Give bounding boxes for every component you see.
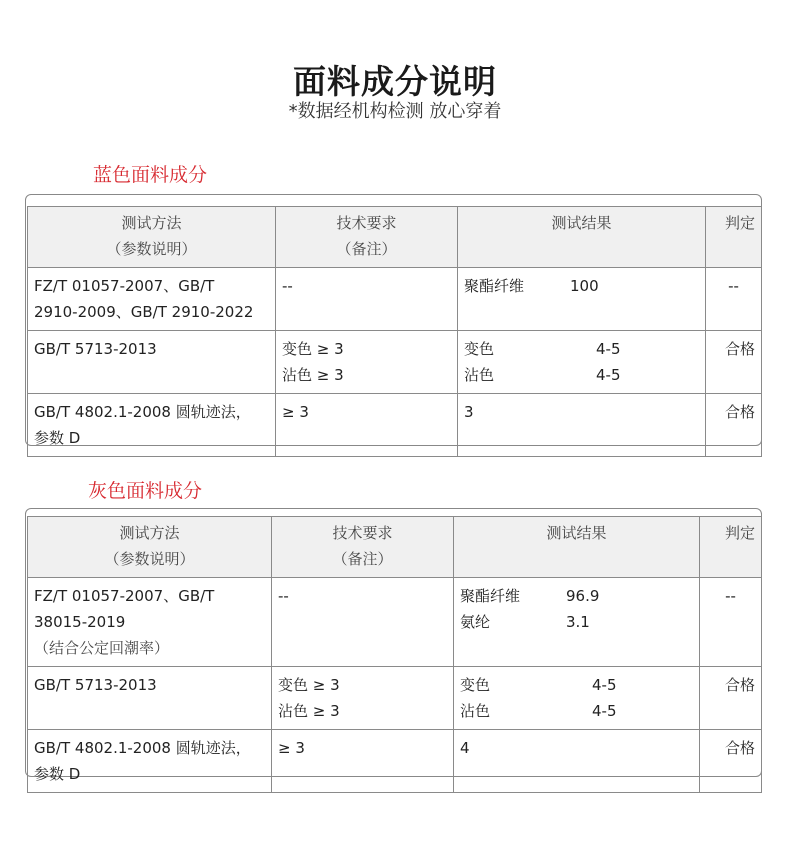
result-pair	[460, 609, 693, 635]
header-method	[28, 517, 272, 578]
grey-composition-table	[27, 516, 762, 793]
requirement-line: 沾色 ≥ 3	[282, 366, 344, 384]
result-cell	[458, 331, 706, 394]
judge-cell	[700, 730, 762, 793]
requirement-line: ≥ 3	[282, 403, 309, 421]
judge-cell	[706, 394, 762, 457]
result-cell	[454, 667, 700, 730]
method-line: GB/T 5713-2013	[34, 676, 157, 694]
judge-value: 合格	[724, 340, 755, 358]
result-value: 3	[464, 403, 474, 421]
requirement-cell	[272, 667, 454, 730]
requirement-cell	[276, 268, 458, 331]
method-line: 参数 D	[34, 429, 81, 447]
page-subtitle: *数据经机构检测 放心穿着	[288, 101, 502, 122]
table-header-row	[28, 517, 762, 578]
result-cell	[454, 730, 700, 793]
blue-section-title: 蓝色面料成分	[93, 164, 208, 186]
result-key: 氨纶	[460, 613, 491, 631]
header-method-note: （参数说明）	[104, 550, 195, 568]
requirement-line: ≥ 3	[278, 739, 305, 757]
method-cell	[28, 730, 272, 793]
judge-cell	[700, 578, 762, 667]
result-pair	[464, 362, 699, 388]
result-cell	[458, 394, 706, 457]
header-requirement	[272, 517, 454, 578]
table-row	[28, 578, 762, 667]
header-requirement-label: 技术要求	[336, 214, 397, 232]
result-pair	[460, 583, 693, 609]
requirement-line: --	[278, 587, 289, 605]
header-result-label: 测试结果	[551, 214, 612, 232]
method-line: 38015-2019	[34, 613, 126, 631]
header-requirement	[276, 207, 458, 268]
method-line: FZ/T 01057-2007、GB/T	[34, 587, 215, 605]
result-value: 4-5	[596, 340, 621, 358]
result-value: 4-5	[592, 676, 617, 694]
header-judge	[706, 207, 762, 268]
result-key: 沾色	[460, 702, 491, 720]
judge-value: --	[728, 277, 739, 295]
header-method-label: 测试方法	[119, 524, 180, 542]
requirement-line: 变色 ≥ 3	[278, 676, 340, 694]
result-value: 4	[460, 739, 470, 757]
method-line: GB/T 4802.1-2008 圆轨迹法，	[34, 403, 251, 421]
table-row	[28, 667, 762, 730]
header-requirement-label: 技术要求	[332, 524, 393, 542]
requirement-line: --	[282, 277, 293, 295]
requirement-cell	[276, 331, 458, 394]
requirement-line: 沾色 ≥ 3	[278, 702, 340, 720]
header-method-label: 测试方法	[121, 214, 182, 232]
result-key: 沾色	[464, 366, 495, 384]
judge-cell	[706, 268, 762, 331]
table-header-row	[28, 207, 762, 268]
result-key: 变色	[464, 340, 495, 358]
method-line: 2910-2009、GB/T 2910-2022	[34, 303, 254, 321]
result-value: 100	[570, 277, 599, 295]
result-pair	[464, 273, 699, 299]
table-row	[28, 331, 762, 394]
requirement-line: 变色 ≥ 3	[282, 340, 344, 358]
result-key: 聚酯纤维	[464, 277, 525, 295]
judge-cell	[706, 331, 762, 394]
result-value: 3.1	[566, 613, 590, 631]
requirement-cell	[272, 578, 454, 667]
header-result-label: 测试结果	[546, 524, 607, 542]
table-row	[28, 394, 762, 457]
header-judge-label: 判定	[724, 524, 755, 542]
header-result	[458, 207, 706, 268]
blue-composition-table	[27, 206, 762, 457]
method-cell	[28, 578, 272, 667]
header-judge-label: 判定	[724, 214, 755, 232]
table-row	[28, 730, 762, 793]
judge-cell	[700, 667, 762, 730]
header-result	[454, 517, 700, 578]
method-line: FZ/T 01057-2007、GB/T	[34, 277, 215, 295]
method-cell	[28, 268, 276, 331]
result-key: 变色	[460, 676, 491, 694]
method-cell	[28, 331, 276, 394]
requirement-cell	[272, 730, 454, 793]
header-judge	[700, 517, 762, 578]
result-cell	[454, 578, 700, 667]
page-title: 面料成分说明	[293, 62, 497, 101]
judge-value: --	[725, 587, 736, 605]
result-pair	[460, 672, 693, 698]
method-note: （结合公定回潮率）	[34, 639, 170, 657]
method-line: GB/T 4802.1-2008 圆轨迹法，	[34, 739, 251, 757]
result-value: 4-5	[596, 366, 621, 384]
header-requirement-note: （备注）	[336, 240, 397, 258]
result-value: 4-5	[592, 702, 617, 720]
result-key: 聚酯纤维	[460, 587, 521, 605]
method-cell	[28, 667, 272, 730]
table-row	[28, 268, 762, 331]
method-cell	[28, 394, 276, 457]
method-line: GB/T 5713-2013	[34, 340, 157, 358]
header-method-note: （参数说明）	[106, 240, 197, 258]
header-requirement-note: （备注）	[332, 550, 393, 568]
method-line: 参数 D	[34, 765, 81, 783]
result-pair	[464, 336, 699, 362]
judge-value: 合格	[724, 739, 755, 757]
result-pair	[460, 698, 693, 724]
result-value: 96.9	[566, 587, 600, 605]
header-method	[28, 207, 276, 268]
requirement-cell	[276, 394, 458, 457]
judge-value: 合格	[724, 403, 755, 421]
grey-section-title: 灰色面料成分	[88, 480, 203, 502]
judge-value: 合格	[724, 676, 755, 694]
result-cell	[458, 268, 706, 331]
